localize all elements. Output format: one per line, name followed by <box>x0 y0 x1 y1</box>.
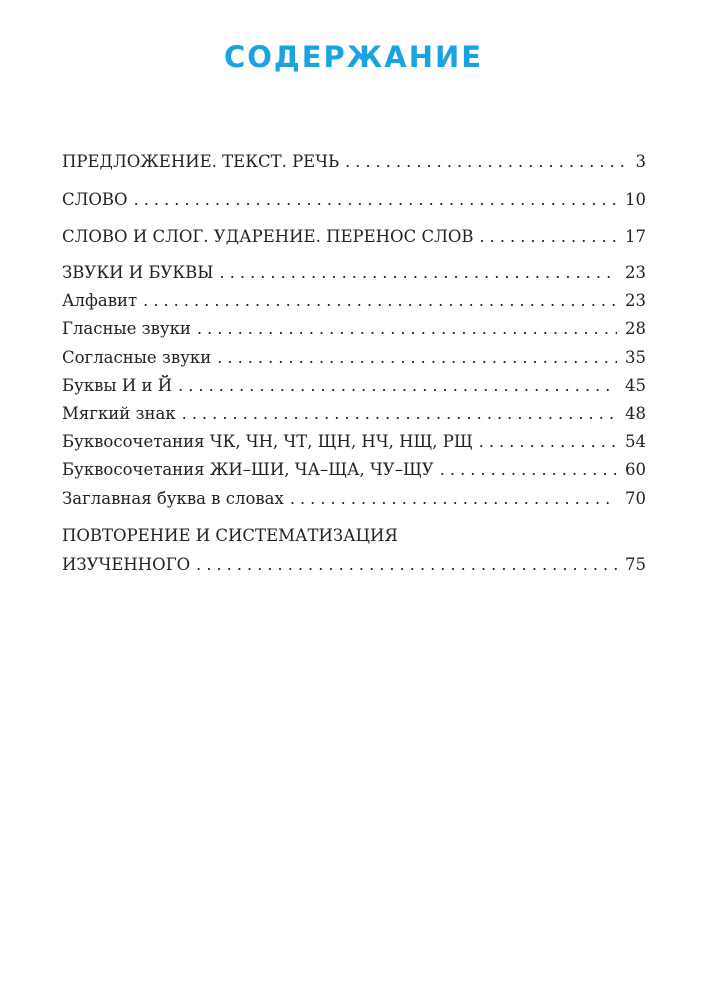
dot-leader <box>182 402 617 426</box>
dot-leader <box>143 289 617 313</box>
toc-entry-page: 23 <box>625 263 646 282</box>
toc-entry[interactable] <box>62 317 646 341</box>
toc-entry[interactable] <box>62 402 646 426</box>
toc-entry-page: 54 <box>625 432 646 451</box>
toc-entry[interactable] <box>62 487 646 511</box>
toc-entry-label: Заглавная буква в словах <box>62 489 284 508</box>
toc-entry-page: 28 <box>625 319 646 338</box>
toc-entry-page: 48 <box>625 404 646 423</box>
toc-entry-label: ПРЕДЛОЖЕНИЕ. ТЕКСТ. РЕЧЬ <box>62 152 340 171</box>
toc-entry-page: 3 <box>635 152 646 171</box>
toc-entry[interactable] <box>62 225 646 249</box>
toc-entry-page: 75 <box>625 555 646 574</box>
toc-entry[interactable] <box>62 150 646 174</box>
toc-entry[interactable] <box>62 553 646 577</box>
dot-leader <box>479 430 617 454</box>
toc-entry-label: Буквосочетания ЧК, ЧН, ЧТ, ЩН, НЧ, НЩ, РЩ <box>62 432 473 451</box>
toc-entry-label: СЛОВО И СЛОГ. УДАРЕНИЕ. ПЕРЕНОС СЛОВ <box>62 227 474 246</box>
toc-entry-label: ИЗУЧЕННОГО <box>62 555 191 574</box>
toc-entry-label: Алфавит <box>62 291 138 310</box>
toc-entry[interactable] <box>62 188 646 212</box>
toc-entry-page: 10 <box>625 190 646 209</box>
dot-leader <box>220 261 617 285</box>
toc-entry[interactable] <box>62 346 646 370</box>
toc-entry[interactable] <box>62 374 646 398</box>
toc-entry-label: Мягкий знак <box>62 404 176 423</box>
toc-entry-page: 35 <box>625 348 646 367</box>
toc-entry-label-line1: ПОВТОРЕНИЕ И СИСТЕМАТИЗАЦИЯ <box>62 526 398 545</box>
dot-leader <box>480 225 618 249</box>
dot-leader <box>197 317 617 341</box>
toc-entry[interactable] <box>62 261 646 285</box>
toc-entry[interactable] <box>62 458 646 482</box>
toc-entry-page: 23 <box>625 291 646 310</box>
dot-leader <box>440 458 617 482</box>
dot-leader <box>196 553 617 577</box>
toc-entry-label: ЗВУКИ И БУКВЫ <box>62 263 214 282</box>
toc-entry[interactable] <box>62 430 646 454</box>
dot-leader <box>178 374 617 398</box>
toc-entry-label: Гласные звуки <box>62 319 191 338</box>
dot-leader <box>217 346 617 370</box>
toc-entry-label: Согласные звуки <box>62 348 212 367</box>
toc-entry-page: 17 <box>625 227 646 246</box>
toc-entry-page: 60 <box>625 460 646 479</box>
toc-entry-label: СЛОВО <box>62 190 128 209</box>
toc-entry[interactable] <box>62 289 646 313</box>
toc-entry-page: 45 <box>625 376 646 395</box>
toc-entry-label: Буквы И и Й <box>62 376 173 395</box>
toc-entry-label: Буквосочетания ЖИ–ШИ, ЧА–ЩА, ЧУ–ЩУ <box>62 460 434 479</box>
toc-entry-page: 70 <box>625 489 646 508</box>
dot-leader <box>290 487 617 511</box>
page-title: СОДЕРЖАНИЕ <box>223 40 484 74</box>
dot-leader <box>345 150 627 174</box>
dot-leader <box>134 188 617 212</box>
